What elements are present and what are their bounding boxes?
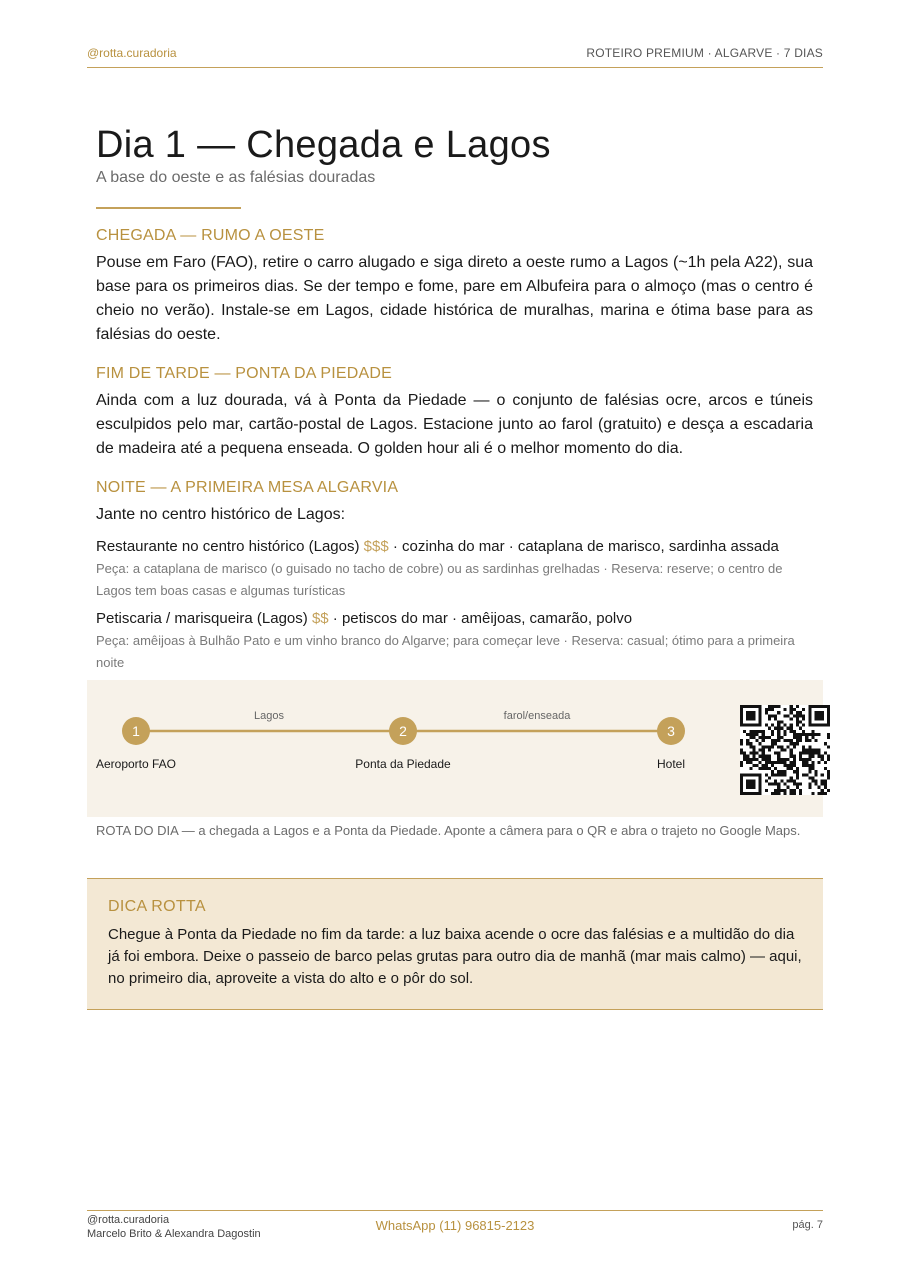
section-text-afternoon: Ainda com a luz dourada, vá à Ponta da Piedade — o conjunto de falésias ocre, arcos e túneis esculpidos pelo mar, cartão-postal de Lagos. Estacione junto ao farol (gratuito) e desça a escadaria de madeira até a pequena enseada. O golden hour ali é o melhor momento do dia. xyxy=(96,392,813,457)
page-title: Dia 1 — Chegada e Lagos xyxy=(96,124,551,166)
footer-handle: @rotta.curadoria xyxy=(87,1214,170,1226)
restaurant-item xyxy=(96,536,813,602)
main-content xyxy=(96,122,813,674)
route-stop-label: Aeroporto FAO xyxy=(95,757,177,771)
route-stop-label: Hotel xyxy=(656,757,686,771)
route-stop-label: Ponta da Piedade xyxy=(355,757,451,771)
header-handle: @rotta.curadoria xyxy=(87,46,177,60)
route-leg-label: farol/enseada xyxy=(503,710,571,722)
route-svg xyxy=(87,680,823,817)
section-text-arrival: Pouse em Faro (FAO), retire o carro alugado e siga direto a oeste rumo a Lagos (~1h pela A22), sua base para os primeiros dias. Se der tempo e fome, pare em Albufeira para o almoço (mas o centro é cheio no verão). Instale-se em Lagos, cidade histórica de muralhas, marina e ótima base para as falésias do oeste. xyxy=(96,254,813,343)
section-heading-arrival: CHEGADA — RUMO A OESTE xyxy=(96,227,325,244)
restaurant-price: $$$ xyxy=(363,538,389,555)
restaurant-price: $$ xyxy=(311,610,329,627)
restaurant-desc: · petiscos do mar · amêijoas, camarão, polvo xyxy=(332,610,633,627)
route-diagram xyxy=(87,680,823,817)
route-leg-label: Lagos xyxy=(254,710,284,722)
section-heading-night: NOITE — A PRIMEIRA MESA ALGARVIA xyxy=(96,479,399,496)
qr-code-icon xyxy=(740,705,830,795)
route-stop-number: 1 xyxy=(132,723,140,739)
restaurant-item xyxy=(96,608,813,674)
restaurant-note: Peça: amêijoas à Bulhão Pato e um vinho branco do Algarve; para começar leve · Reserva: casual; ótimo para a primeira noite xyxy=(96,633,795,670)
page-footer xyxy=(87,1210,823,1240)
route-caption: ROTA DO DIA — a chegada a Lagos e a Ponta da Piedade. Aponte a câmera para o QR e abra o trajeto no Google Maps. xyxy=(96,823,801,838)
page-header xyxy=(87,46,823,68)
page-subtitle: A base do oeste e as falésias douradas xyxy=(96,169,376,186)
tip-box xyxy=(87,878,823,1010)
footer-page-number: pág. 7 xyxy=(792,1219,823,1231)
restaurant-name: Petiscaria / marisqueira (Lagos) xyxy=(96,610,308,627)
restaurant-name: Restaurante no centro histórico (Lagos) xyxy=(96,538,360,555)
route-stop-number: 3 xyxy=(667,723,675,739)
tip-heading: DICA ROTTA xyxy=(108,898,206,915)
section-heading-afternoon: FIM DE TARDE — PONTA DA PIEDADE xyxy=(96,365,393,382)
restaurant-note: Peça: a cataplana de marisco (o guisado no tacho de cobre) ou as sardinhas grelhadas · Reserva: reserve; o centro de Lagos tem boas casas e algumas turísticas xyxy=(96,561,783,598)
title-divider xyxy=(96,207,241,209)
footer-authors: Marcelo Brito & Alexandra Dagostin xyxy=(87,1228,261,1240)
qr-code[interactable] xyxy=(740,705,830,795)
footer-whatsapp[interactable]: WhatsApp (11) 96815-2123 xyxy=(375,1218,535,1233)
header-doc-label: ROTEIRO PREMIUM · ALGARVE · 7 DIAS xyxy=(586,46,823,60)
route-stop-number: 2 xyxy=(399,723,407,739)
tip-text: Chegue à Ponta da Piedade no fim da tarde: a luz baixa acende o ocre das falésias e a multidão do dia já foi embora. Deixe o passeio de barco pelas grutas para outro dia de manhã (mar mais calmo) — aqui, no primeiro dia, aproveite a vista do alto e o pôr do sol. xyxy=(108,926,802,987)
section-text-night: Jante no centro histórico de Lagos: xyxy=(96,506,346,523)
restaurant-desc: · cozinha do mar · cataplana de marisco, sardinha assada xyxy=(392,538,779,555)
